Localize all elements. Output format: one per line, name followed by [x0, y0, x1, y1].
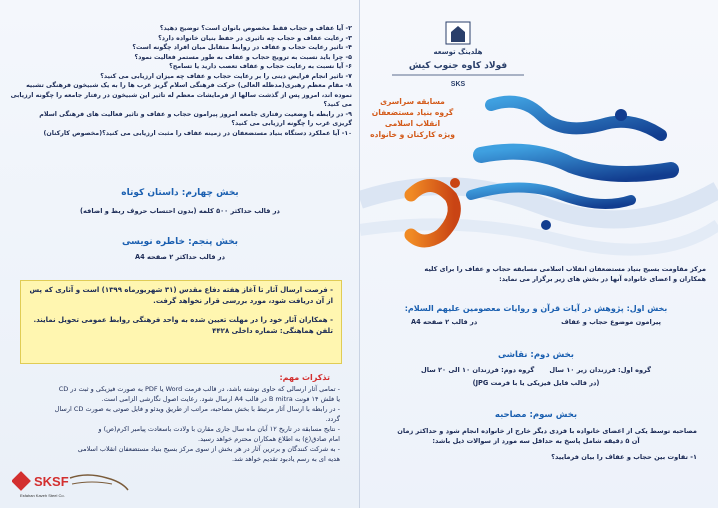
section-5-title: بخش پنجم: خاطره نویسی	[121, 237, 239, 247]
section-3-line: آن ۵ دقیقه شامل پاسخ به حداقل سه مورد از سوالات ذیل باشد:	[432, 437, 640, 445]
holding-line-2: هلدینگ توسعه	[433, 48, 483, 56]
section-1-topic: پیرامون موضوع حجاب و عفاف	[561, 318, 661, 326]
question-item: ۴- تاثیر رعایت حجاب و عفاف در روابط متقابل میان افراد چگونه است؟	[132, 44, 352, 51]
question-item: ۸- مقام معظم رهبری(مدظله العالی) حرکت فرهنگی اسلام گریز غرب ها را به یک شبیخون فرهنگی تشبیه	[26, 82, 352, 89]
question-item: ۷- تاثیر انجام فرایض دینی را بر رعایت حجاب و عفاف چه میزان ارزیابی می کنید؟	[100, 72, 352, 80]
tip-line: - به شرکت کنندگان و برترین آثار در هر بخش از سوی مرکز بسیج بنیاد مستضعفان انقلاب اسلامی	[77, 445, 340, 453]
logo-caption: Esfahan Kaveh Steel Co.	[20, 493, 65, 498]
holding-brand: SKS	[450, 81, 466, 88]
tip-line: گردد.	[325, 415, 340, 423]
section-4	[40, 188, 320, 215]
tip-line: - نتایج مسابقه در تاریخ ۱۲ آبان ماه سال جاری مقارن با ولادت باسعادت پیامبر اکرم(ص) و	[98, 425, 340, 433]
sksf-logo	[12, 470, 132, 500]
section-3-line: مصاحبه توسط یکی از اعضای خانواده با فردی دیگر خارج از خانواده انجام شود و حداکثر زمان	[397, 427, 697, 435]
section-4-title: بخش چهارم: داستان کوتاه	[121, 188, 239, 198]
question-item: می کنید؟	[323, 101, 352, 108]
tip-line: هدیه ای به رسم یادبود تقدیم خواهد شد.	[231, 455, 340, 463]
section-5-desc: در قالب حداکثر ۲ صفحه A4	[135, 253, 225, 261]
section-3-question: ۱- تفاوت بین حجاب و عفاف را بیان فرمایید؟	[551, 453, 697, 461]
section-1-details	[411, 318, 661, 326]
tip-line: امام صادق(ع) به اطلاع همکاران محترم خواهد رسید.	[198, 435, 340, 443]
intro-text	[376, 265, 706, 284]
question-item: گریزی غرب را چگونه ارزیابی می کنید؟	[231, 120, 352, 127]
question-item: نموده اند، امروز پس از گذشت سالها از فرمایشات معظم له تاثیر این شبیخون در رفتار جامعه را چگونه ارزیابی	[10, 91, 352, 99]
notice-line: تلفن هماهنگی: شماره داخلی ۴۴۲۸	[212, 326, 333, 335]
section-3-title: بخش سوم: مصاحبه	[494, 410, 578, 420]
holding-logo	[388, 20, 528, 90]
holding-line-1: فولاد کاوه جنوب کیش	[408, 61, 508, 71]
section-1-format: در قالب ۲ صفحه A4	[411, 318, 478, 326]
logo-brand: SKSF	[34, 474, 69, 489]
section-2	[365, 350, 707, 387]
section-4-desc: در قالب حداکثر ۵۰۰ کلمه (بدون احتساب حروف ربط و اضافه)	[80, 207, 280, 215]
tips-title: تذکرات مهم:	[279, 373, 330, 382]
tip-line: - در رابطه با ارسال آثار مرتبط با بخش مصاحبه، مراتب از طریق ویدئو و فایل صوتی به صورت CD ارسال	[54, 405, 340, 413]
deadline-notice	[20, 280, 342, 364]
questions-list	[10, 24, 352, 138]
question-item: ۹- در رابطه با وضعیت رفتاری جامعه امروز پیرامون حجاب و عفاف و تاثیر فعالیت های فرهنگی اسلام	[39, 110, 352, 118]
section-3-desc	[365, 426, 707, 462]
competition-heading: مسابقه سراسری	[380, 97, 445, 106]
section-2-group-2: گروه دوم: فرزندان ۱۰ الی ۲۰ سال	[421, 366, 535, 374]
notice-line: از آن دریافت شود، مورد بررسی قرار نخواهد گرفت.	[153, 296, 333, 305]
question-item: ۳- رعایت عفاف و حجاب چه تاثیری در حفظ بنیان خانواده دارد؟	[158, 34, 352, 42]
question-item: ۲- آیا عفاف و حجاب فقط مخصوص بانوان است؟ توضیح دهید؟	[159, 25, 352, 32]
tip-line: یا فلش ۱۴ فونت B mitra در قالب A4 ارسال شود. رعایت اصول نگارشی الزامی است.	[101, 395, 340, 403]
question-item: ۶- آیا نسبت به رعایت حجاب و عفاف تعصب دارید یا تسامح؟	[169, 63, 352, 70]
section-3	[365, 410, 707, 462]
tips-list	[20, 384, 340, 464]
intro-line: مرکز مقاومت بسیج بنیاد مستضعفان انقلاب اسلامی مسابقه حجاب و عفاف را برای کلیه	[424, 265, 706, 273]
intro-line: همکاران و اعضای خانواده آنها در بخش های زیر برگزار می نماید:	[499, 274, 706, 283]
question-item: ۵- چرا باید نسبت به ترویج حجاب و عفاف به طور مستمر فعالیت نمود؟	[134, 53, 352, 61]
section-5	[40, 237, 320, 261]
section-1	[365, 304, 707, 326]
competition-audience: ویژه کارکنان و خانواده	[370, 130, 455, 139]
calligraphy-art	[371, 85, 687, 255]
section-2-groups	[421, 366, 651, 374]
section-1-title: بخش اول: پژوهش در آیات قرآن و روایات معصومین علیهم السلام:	[404, 304, 668, 313]
question-item: ۱۰- آیا عملکرد دستگاه بنیاد مستضعفان در زمینه عفاف را مثبت ارزیابی می کنید؟(مخصوص کارکنان)	[43, 129, 352, 137]
notice-line: - همکاران آثار خود را در مهلت تعیین شده به واحد فرهنگی روابط عمومی تحویل نمایند.	[33, 316, 333, 324]
section-2-group-1: گروه اول: فرزندان زیر ۱۰ سال	[549, 366, 651, 374]
section-2-format: (در قالب فایل فیزیکی یا با فرمت JPG)	[472, 379, 600, 387]
section-2-title: بخش دوم: نقاشی	[498, 350, 574, 360]
competition-org: گروه بنیاد مستضعفان انقلاب اسلامی	[371, 108, 454, 128]
notice-line: - فرصت ارسال آثار تا آغاز هفته دفاع مقدس (۳۱ شهریورماه ۱۳۹۹) است و آثاری که پس	[29, 286, 333, 294]
tip-line: - تمامی آثار ارسالی که حاوی نوشته باشد، در قالب فرمت Word یا PDF به صورت فیزیکی و ثبت در CD	[58, 385, 340, 393]
